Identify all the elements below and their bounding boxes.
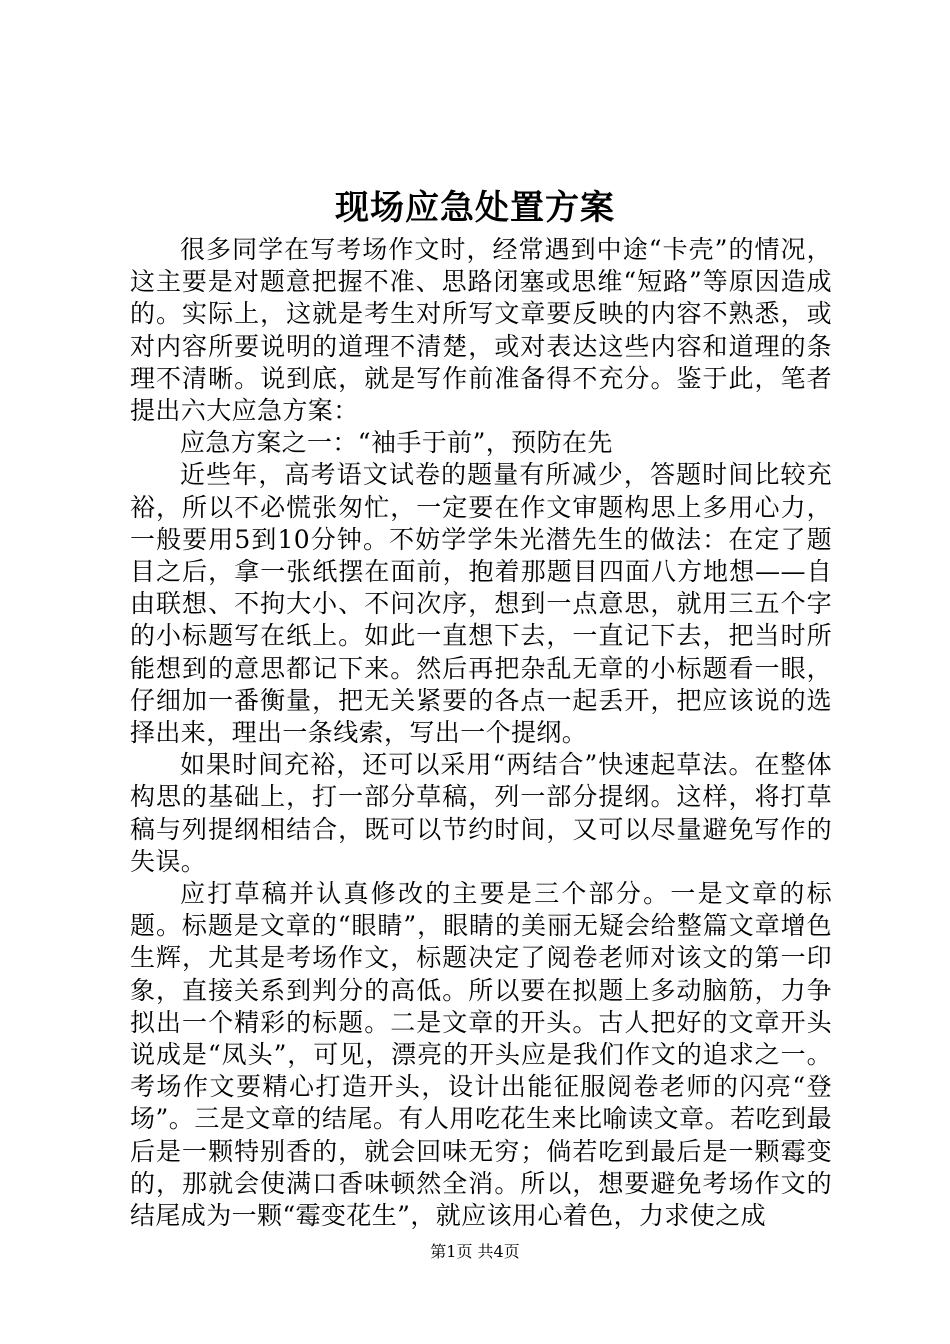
paragraph-intro: 很多同学在写考场作文时，经常遇到中途“卡壳”的情况，这主要是对题意把握不准、思路闭塞或思维“短路”等原因造成的。实际上，这就是考生对所写文章要反映的内容不熟悉，或对内容所要说明的道理不清楚，或对表达这些内容和道理的条理不清晰。说到底，就是写作前准备得不充分。鉴于此，笔者提出六大应急方案： xyxy=(130,235,832,426)
page-number-footer: 第1页 共4页 xyxy=(430,1242,520,1261)
paragraph-heading-plan-one: 应急方案之一：“袖手于前”，预防在先 xyxy=(180,428,613,458)
paragraph-plan-one-detail: 近些年，高考语文试卷的题量有所减少，答题时间比较充裕，所以不必慌张匆忙，一定要在作文审题构思上多用心力，一般要用5到10分钟。不妨学学朱光潜先生的做法：在定了题目之后，拿一张纸摆在面前，抱着那题目四面八方地想——自由联想、不拘大小、不问次序，想到一点意思，就用三五个字的小标题写在纸上。如此一直想下去，一直记下去，把当时所能想到的意思都记下来。然后再把杂乱无章的小标题看一眼，仔细加一番衡量，把无关紧要的各点一起丢开，把应该说的选择出来，理出一条线索，写出一个提纲。 xyxy=(130,460,832,748)
paragraph-three-parts: 应打草稿并认真修改的主要是三个部分。一是文章的标题。标题是文章的“眼睛”，眼睛的美丽无疑会给整篇文章增色生辉，尤其是考场作文，标题决定了阅卷老师对该文的第一印象，直接关系到判分的高低。所以要在拟题上多动脑筋，力争拟出一个精彩的标题。二是文章的开头。古人把好的文章开头说成是“凤头”，可见，漂亮的开头应是我们作文的追求之一。考场作文要精心打造开头，设计出能征服阅卷老师的闪亮“登场”。三是文章的结尾。有人用吃花生来比喻读文章。若吃到最后是一颗特别香的，就会回味无穷；倘若吃到最后是一颗霉变的，那就会使满口香味顿然全消。所以，想要避免考场作文的结尾成为一颗“霉变花生”，就应该用心着色，力求使之成 xyxy=(130,879,832,1231)
paragraph-two-combination: 如果时间充裕，还可以采用“两结合”快速起草法。在整体构思的基础上，打一部分草稿，列一部分提纲。这样，将打草稿与列提纲相结合，既可以节约时间，又可以尽量避免写作的失误。 xyxy=(130,750,832,876)
document-title: 现场应急处置方案 xyxy=(335,188,615,228)
document-body xyxy=(130,234,832,1232)
